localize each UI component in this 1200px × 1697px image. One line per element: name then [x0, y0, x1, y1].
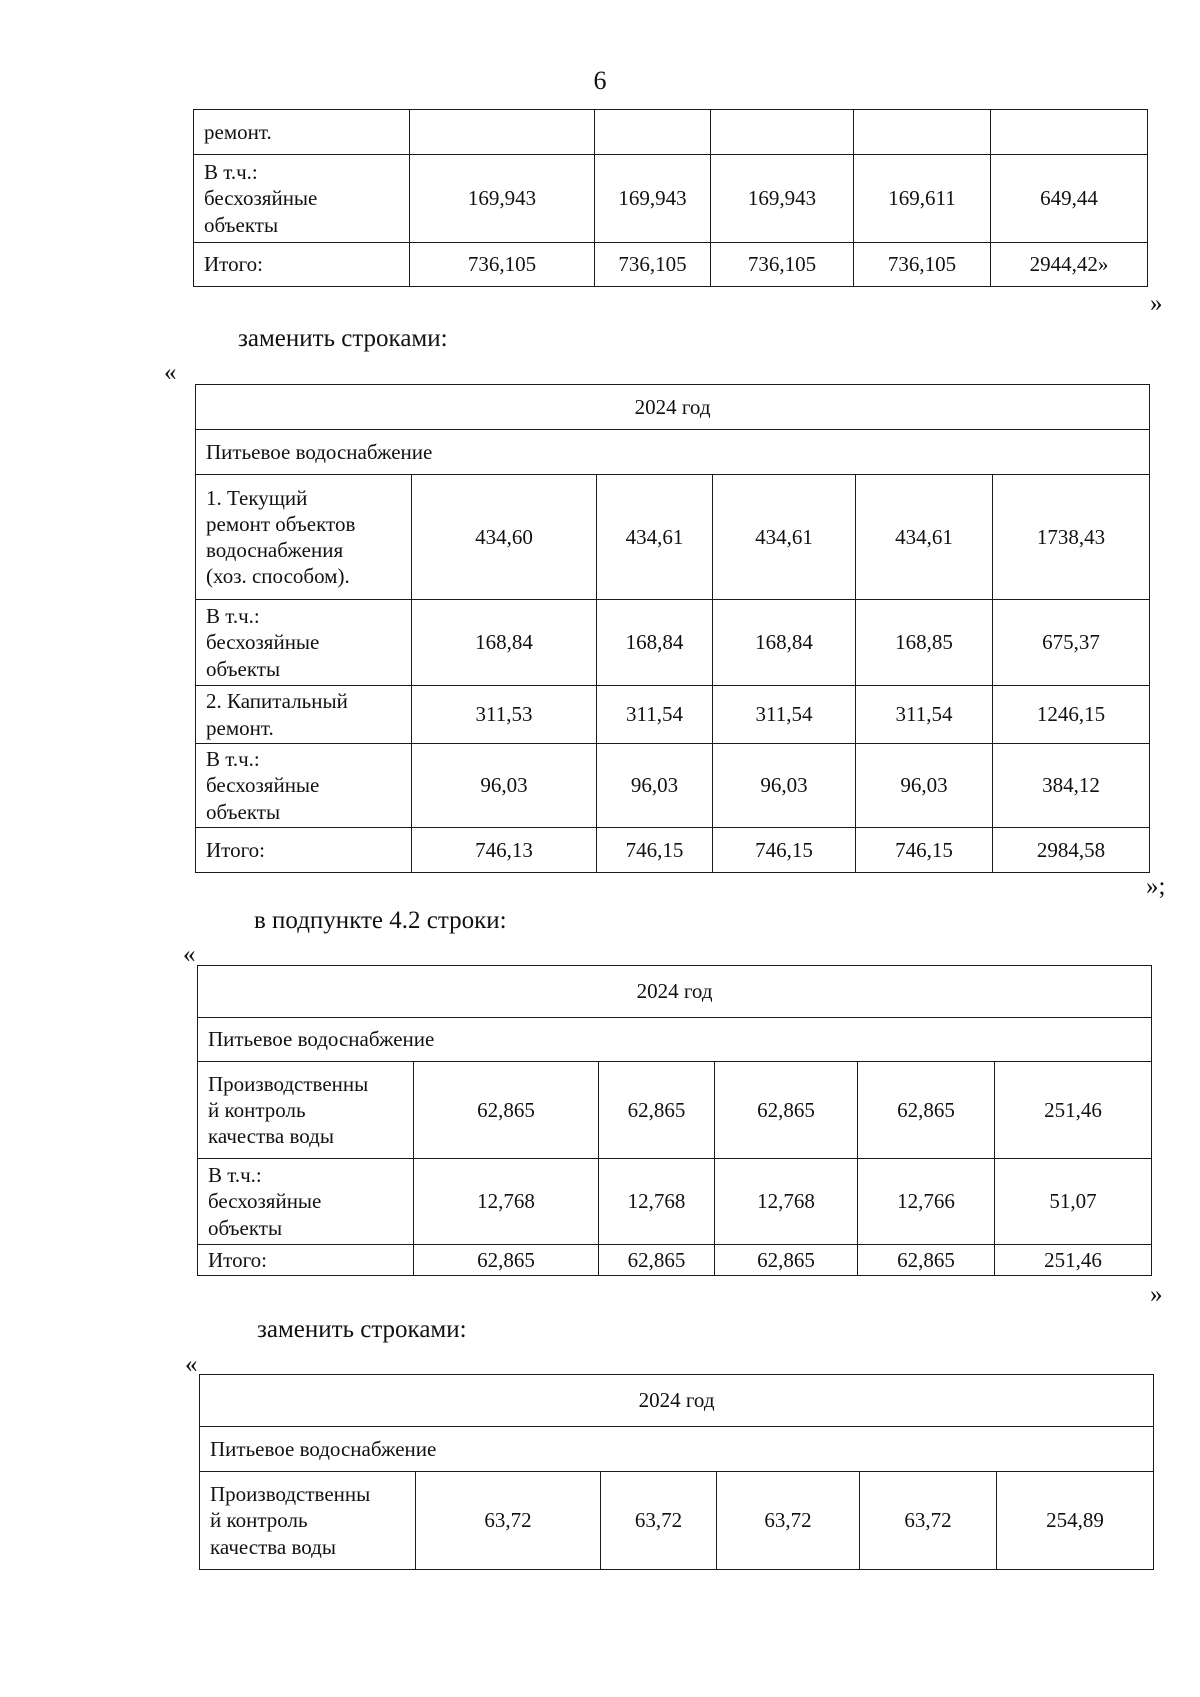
cell: 434,61 — [713, 475, 856, 600]
cell: 254,89 — [997, 1472, 1154, 1570]
instruction-text: заменить строками: — [257, 1316, 467, 1343]
cell: 746,15 — [713, 828, 856, 873]
row-label: Итого: — [196, 828, 412, 873]
year-header: 2024 год — [200, 1375, 1154, 1427]
cell: 649,44 — [991, 155, 1148, 243]
table-a — [193, 109, 1148, 287]
closing-quote: » — [1150, 1281, 1163, 1308]
cell: 169,943 — [595, 155, 711, 243]
table-row — [200, 1375, 1154, 1427]
row-label: 2. Капитальный ремонт. — [196, 686, 412, 744]
table-row — [198, 1159, 1152, 1245]
cell: 62,865 — [858, 1245, 995, 1276]
cell: 96,03 — [412, 744, 597, 828]
table-row — [196, 385, 1150, 430]
cell: 434,61 — [856, 475, 993, 600]
cell: 96,03 — [597, 744, 713, 828]
table-row — [196, 430, 1150, 475]
year-header: 2024 год — [198, 966, 1152, 1018]
cell: 12,768 — [715, 1159, 858, 1245]
table-row — [194, 155, 1148, 243]
table-row — [194, 110, 1148, 155]
cell: 251,46 — [995, 1062, 1152, 1159]
cell: 168,84 — [412, 600, 597, 686]
cell: 2984,58 — [993, 828, 1150, 873]
cell: 169,943 — [410, 155, 595, 243]
cell — [854, 110, 991, 155]
table-c — [197, 965, 1152, 1276]
cell: 736,105 — [854, 243, 991, 287]
table-row — [196, 600, 1150, 686]
cell — [991, 110, 1148, 155]
table-row — [198, 1245, 1152, 1276]
row-label: ремонт. — [194, 110, 410, 155]
cell: 169,611 — [854, 155, 991, 243]
opening-quote: « — [164, 359, 177, 386]
cell: 434,61 — [597, 475, 713, 600]
cell: 168,84 — [713, 600, 856, 686]
row-label: В т.ч.: бесхозяйные объекты — [194, 155, 410, 243]
cell: 62,865 — [414, 1245, 599, 1276]
instruction-text: в подпункте 4.2 строки: — [254, 907, 507, 934]
cell: 62,865 — [414, 1062, 599, 1159]
cell: 62,865 — [715, 1245, 858, 1276]
row-label: Итого: — [198, 1245, 414, 1276]
cell: 675,37 — [993, 600, 1150, 686]
section-header: Питьевое водоснабжение — [200, 1427, 1154, 1472]
cell: 746,13 — [412, 828, 597, 873]
row-label: В т.ч.: бесхозяйные объекты — [196, 744, 412, 828]
table-row — [198, 966, 1152, 1018]
cell: 62,865 — [599, 1245, 715, 1276]
cell: 736,105 — [410, 243, 595, 287]
row-label: Производственны й контроль качества воды — [200, 1472, 416, 1570]
cell: 434,60 — [412, 475, 597, 600]
cell: 12,768 — [599, 1159, 715, 1245]
row-label: Производственны й контроль качества воды — [198, 1062, 414, 1159]
cell: 746,15 — [856, 828, 993, 873]
year-header: 2024 год — [196, 385, 1150, 430]
cell: 62,865 — [599, 1062, 715, 1159]
table-row — [196, 686, 1150, 744]
cell: 63,72 — [601, 1472, 717, 1570]
table-row — [194, 243, 1148, 287]
row-label: В т.ч.: бесхозяйные объекты — [196, 600, 412, 686]
table-row — [196, 475, 1150, 600]
opening-quote: « — [183, 941, 196, 968]
cell — [595, 110, 711, 155]
section-header: Питьевое водоснабжение — [198, 1018, 1152, 1062]
closing-quote: » — [1150, 290, 1163, 317]
cell: 2944,42» — [991, 243, 1148, 287]
table-d — [199, 1374, 1154, 1570]
table-row — [198, 1062, 1152, 1159]
cell: 12,766 — [858, 1159, 995, 1245]
cell: 1246,15 — [993, 686, 1150, 744]
table-row — [196, 744, 1150, 828]
cell: 1738,43 — [993, 475, 1150, 600]
cell: 168,85 — [856, 600, 993, 686]
table-row — [200, 1427, 1154, 1472]
cell: 96,03 — [713, 744, 856, 828]
table-row — [196, 828, 1150, 873]
row-label: 1. Текущий ремонт объектов водоснабжения (хоз. способом). — [196, 475, 412, 600]
instruction-text: заменить строками: — [238, 325, 448, 352]
cell: 384,12 — [993, 744, 1150, 828]
cell: 311,54 — [713, 686, 856, 744]
cell: 736,105 — [595, 243, 711, 287]
cell — [711, 110, 854, 155]
cell: 169,943 — [711, 155, 854, 243]
cell: 168,84 — [597, 600, 713, 686]
cell: 96,03 — [856, 744, 993, 828]
cell: 311,54 — [597, 686, 713, 744]
cell: 51,07 — [995, 1159, 1152, 1245]
table-row — [200, 1472, 1154, 1570]
opening-quote: « — [185, 1351, 198, 1378]
cell: 63,72 — [416, 1472, 601, 1570]
row-label: Итого: — [194, 243, 410, 287]
cell: 63,72 — [860, 1472, 997, 1570]
cell — [410, 110, 595, 155]
cell: 736,105 — [711, 243, 854, 287]
cell: 311,53 — [412, 686, 597, 744]
cell: 12,768 — [414, 1159, 599, 1245]
page-number: 6 — [593, 66, 607, 95]
cell: 62,865 — [715, 1062, 858, 1159]
closing-quote: »; — [1146, 873, 1166, 900]
cell: 251,46 — [995, 1245, 1152, 1276]
table-b — [195, 384, 1150, 873]
row-label: В т.ч.: бесхозяйные объекты — [198, 1159, 414, 1245]
cell: 746,15 — [597, 828, 713, 873]
table-row — [198, 1018, 1152, 1062]
cell: 63,72 — [717, 1472, 860, 1570]
cell: 311,54 — [856, 686, 993, 744]
section-header: Питьевое водоснабжение — [196, 430, 1150, 475]
cell: 62,865 — [858, 1062, 995, 1159]
